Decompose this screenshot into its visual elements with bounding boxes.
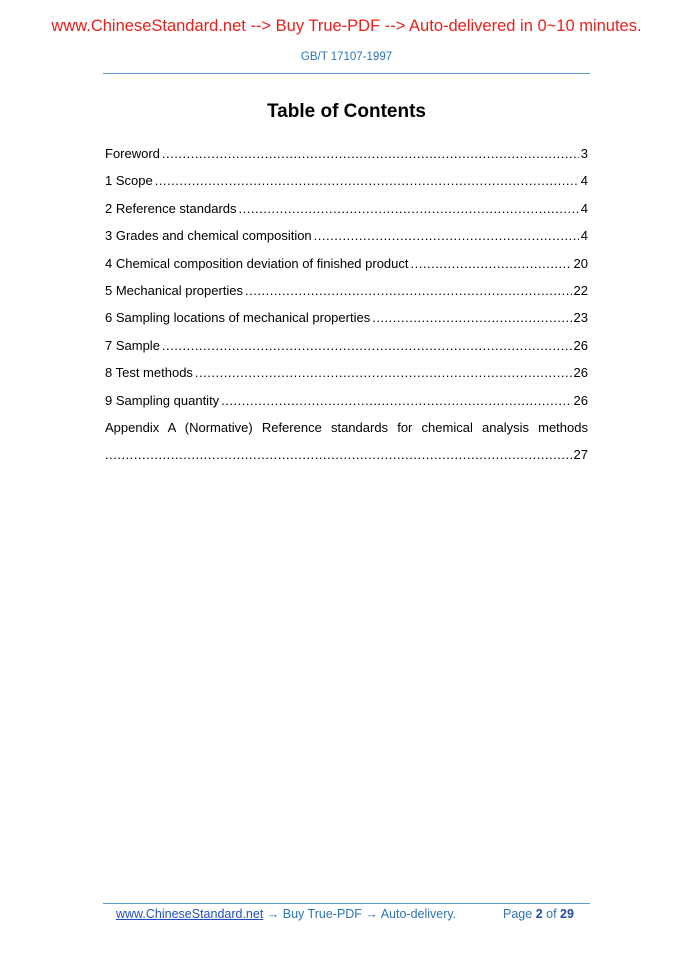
toc-entry-label: 3 Grades and chemical composition [105,228,312,244]
toc-entry-page: 26 [573,337,588,353]
toc-dot-leader [221,391,571,411]
toc-dot-leader [105,445,572,465]
toc-entry-page: 22 [573,282,588,298]
toc-entry-page: 26 [573,365,588,381]
page-word: Page [503,907,533,921]
toc-title: Table of Contents [266,101,427,122]
toc-dot-leader [411,254,572,274]
toc-entry-label: 6 Sampling locations of mechanical properties [105,310,371,326]
toc-dot-leader [372,308,571,328]
toc-entry-grades[interactable] [105,226,588,253]
toc-entry-label: 2 Reference standards [105,200,237,216]
toc-entry-mechanical-properties[interactable] [105,281,588,308]
toc-entry-page: 4 [580,200,588,216]
toc-dot-leader [162,144,579,164]
toc-entry-label: 9 Sampling quantity [105,392,220,408]
toc-dot-leader [195,363,572,383]
toc-entry-composition-deviation[interactable] [105,254,588,281]
toc-entry-appendix-a[interactable] [105,418,588,473]
toc-entry-label: Appendix A (Normative) Reference standards for chemical analysis methods [105,419,588,435]
toc-entry-reference-standards[interactable] [105,199,588,226]
toc-dot-leader [314,226,579,246]
page-total: 29 [560,907,574,921]
toc-entry-sampling-locations[interactable] [105,308,588,335]
toc-entry-label: 7 Sample [105,337,160,353]
toc-entry-sample[interactable] [105,336,588,363]
toc-entry-page: 26 [573,392,588,408]
footer-link[interactable]: www.ChineseStandard.net [116,907,264,921]
toc-entry-label: 5 Mechanical properties [105,282,244,298]
table-of-contents [105,144,588,473]
banner-text[interactable]: www.ChineseStandard.net --> Buy True-PDF --> Auto-delivered in 0~10 minutes. [51,17,642,35]
page-current: 2 [535,907,543,921]
toc-entry-page: 27 [573,447,588,463]
toc-entry-label: 1 Scope [105,173,153,189]
toc-entry-page: 23 [573,310,588,326]
toc-entry-sampling-quantity[interactable] [105,391,588,418]
toc-entry-page: 3 [580,146,588,161]
toc-dot-leader [162,336,572,356]
toc-entry-label: Foreword [105,146,160,161]
toc-entry-foreword[interactable] [105,144,588,171]
toc-entry-scope[interactable] [105,171,588,198]
toc-entry-page: 4 [580,228,588,244]
footer-divider [103,903,590,904]
toc-dot-leader [239,199,579,219]
toc-entry-page: 4 [580,173,588,189]
page-number [503,907,574,921]
toc-entry-label: 8 Test methods [105,365,193,381]
footer-promo-text: → Buy True-PDF → Auto-delivery. [263,907,457,921]
toc-entry-label: 4 Chemical composition deviation of finished product [105,255,409,271]
toc-entry-test-methods[interactable] [105,363,588,390]
toc-entry-continuation [105,445,588,472]
standard-code: GB/T 17107-1997 [300,51,393,63]
toc-entry-page: 20 [573,255,588,271]
page-of: of [546,907,557,921]
toc-dot-leader [245,281,572,301]
footer-promo [116,907,456,921]
toc-dot-leader [155,171,579,191]
header-divider [103,73,590,74]
